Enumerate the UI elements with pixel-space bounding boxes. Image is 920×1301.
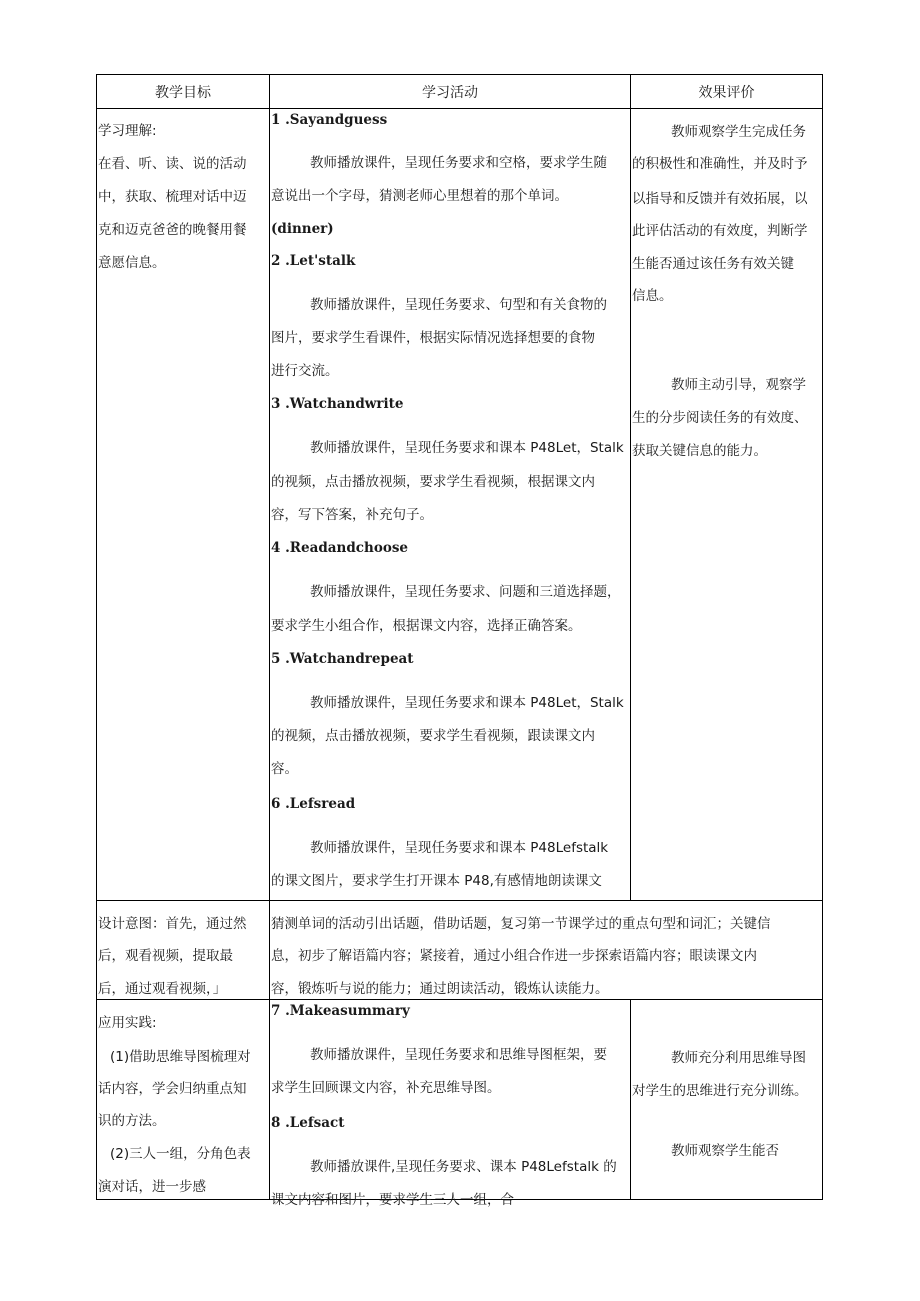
activity-line: 进行交流。 bbox=[271, 363, 339, 379]
eval-line: 信息。 bbox=[632, 288, 673, 304]
activity-title: 5 .Watchandrepeat bbox=[271, 651, 414, 667]
goal-line: 应用实践: bbox=[98, 1015, 157, 1031]
activity-line: 教师播放课件，呈现任务要求和课本 P48Let，Stalk bbox=[310, 695, 624, 711]
goal-line: (2)三人一组，分角色表 bbox=[110, 1146, 251, 1162]
eval-line: 教师主动引导，观察学 bbox=[671, 377, 806, 393]
intent-left-line: 后，通过观看视频，」 bbox=[98, 981, 227, 997]
table-border-top bbox=[96, 74, 823, 75]
activity-title: 1 .Sayandguess bbox=[271, 112, 388, 128]
eval-line: 对学生的思维进行充分训练。 bbox=[632, 1083, 808, 1099]
activity-line: 的视频，点击播放视频，要求学生看视频，跟读课文内 bbox=[271, 728, 595, 744]
header-evaluation: 效果评价 bbox=[698, 85, 755, 101]
row1-goal-cell bbox=[97, 109, 269, 900]
eval-line: 教师观察学生能否 bbox=[671, 1143, 779, 1159]
row3-activity-cell bbox=[270, 1000, 630, 1208]
activity-line: (dinner) bbox=[271, 221, 334, 237]
goal-line: 演对话，进一步感 bbox=[98, 1179, 206, 1195]
row1-activity-cell bbox=[270, 109, 630, 900]
eval-line: 生能否通过该任务有效关键 bbox=[632, 256, 794, 272]
activity-line: 教师播放课件，呈现任务要求、问题和三道选择题， bbox=[310, 584, 621, 600]
row3-goal-cell bbox=[97, 1000, 269, 1199]
eval-line: 的积极性和准确性，并及时予 bbox=[632, 156, 808, 172]
eval-line: 教师观察学生完成任务 bbox=[671, 124, 806, 140]
activity-line: 教师播放课件，呈现任务要求和课本 P48Let，Stalk bbox=[310, 440, 624, 456]
row2-intent-left bbox=[97, 901, 269, 999]
eval-line: 生的分步阅读任务的有效度、 bbox=[632, 410, 808, 426]
intent-left-line: 设计意图：首先，通过然 bbox=[98, 916, 247, 932]
activity-title: 3 .Watchandwrite bbox=[271, 396, 404, 412]
activity-line: 教师播放课件，呈现任务要求和空格，要求学生随 bbox=[310, 155, 607, 171]
activity-title: 6 .Lefsread bbox=[271, 796, 356, 812]
activity-line: 的课文图片，要求学生打开课本 P48,有感情地朗读课文 bbox=[271, 873, 602, 889]
goal-line: 话内容，学会归纳重点知 bbox=[98, 1081, 247, 1097]
activity-title: 7 .Makeasummary bbox=[271, 1003, 410, 1019]
goal-line: 意愿信息。 bbox=[98, 255, 166, 271]
activity-title: 2 .Let'stalk bbox=[271, 253, 356, 269]
header-goal: 教学目标 bbox=[155, 85, 211, 101]
eval-line: 以指导和反馈并有效拓展，以 bbox=[632, 191, 808, 207]
row1-eval-cell bbox=[631, 109, 822, 900]
activity-line: 教师播放课件,呈现任务要求、课本 P48Lefstalk 的 bbox=[310, 1159, 617, 1175]
goal-line: 克和迈克爸爸的晚餐用餐 bbox=[98, 222, 247, 238]
row2-intent-right bbox=[270, 901, 822, 999]
eval-line: 获取关键信息的能力。 bbox=[632, 443, 767, 459]
row3-eval-cell bbox=[631, 1000, 822, 1199]
goal-line: 在看、听、读、说的活动 bbox=[98, 156, 247, 172]
activity-line: 教师播放课件，呈现任务要求和思维导图框架，要 bbox=[310, 1047, 607, 1063]
activity-line: 容。 bbox=[271, 761, 298, 777]
activity-line: 课文内容和图片，要求学生三人一组，合 bbox=[271, 1192, 514, 1208]
intent-right-line: 容，锻炼听与说的能力；通过朗读活动，锻炼认读能力。 bbox=[271, 981, 609, 997]
intent-right-line: 息，初步了解语篇内容；紧接着，通过小组合作进一步探索语篇内容；眼读课文内 bbox=[271, 948, 757, 964]
goal-line: 学习理解: bbox=[98, 123, 157, 139]
goal-line: 中，获取、梳理对话中迈 bbox=[98, 189, 247, 205]
activity-line: 教师播放课件，呈现任务要求、句型和有关食物的 bbox=[310, 297, 607, 313]
activity-line: 教师播放课件，呈现任务要求和课本 P48Lefstalk bbox=[310, 840, 609, 856]
activity-line: 的视频，点击播放视频，要求学生看视频，根据课文内 bbox=[271, 474, 595, 490]
activity-title: 4 .Readandchoose bbox=[271, 540, 409, 556]
eval-line: 此评估活动的有效度，判断学 bbox=[632, 223, 808, 239]
activity-line: 容，写下答案，补充句子。 bbox=[271, 507, 433, 523]
activity-line: 求学生回顾课文内容，补充思维导图。 bbox=[271, 1080, 501, 1096]
goal-line: 识的方法。 bbox=[98, 1113, 166, 1129]
eval-line: 教师充分利用思维导图 bbox=[671, 1050, 806, 1066]
activity-line: 要求学生小组合作，根据课文内容，选择正确答案。 bbox=[271, 618, 582, 634]
table-border-right bbox=[822, 74, 823, 1200]
goal-line: (1)借助思维导图梳理对 bbox=[110, 1049, 251, 1065]
activity-line: 图片，要求学生看课件，根据实际情况选择想要的食物 bbox=[271, 330, 595, 346]
activity-line: 意说出一个字母，猜测老师心里想着的那个单词。 bbox=[271, 188, 568, 204]
activity-title: 8 .Lefsact bbox=[271, 1115, 345, 1131]
header-activity: 学习活动 bbox=[422, 85, 478, 101]
intent-left-line: 后，观看视频，提取最 bbox=[98, 948, 233, 964]
intent-right-line: 猜测单词的活动引出话题，借助话题，复习第一节课学过的重点句型和词汇；关键信 bbox=[271, 916, 771, 932]
